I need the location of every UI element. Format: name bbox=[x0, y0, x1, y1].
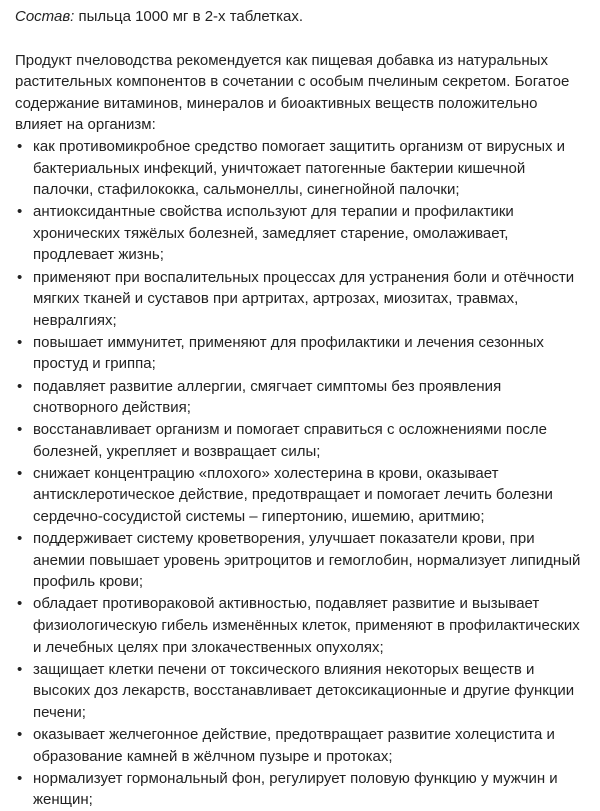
list-item-text: поддерживает систему кроветворения, улучшает показатели крови, при анемии повышает уровень эритроцитов и гемоглобин, нормализует липидный профиль крови; bbox=[33, 530, 581, 591]
bullet-icon: • bbox=[17, 268, 23, 286]
list-item bbox=[15, 419, 585, 462]
list-item bbox=[15, 267, 585, 332]
list-item bbox=[15, 136, 585, 201]
list-item bbox=[15, 463, 585, 528]
composition-line bbox=[15, 6, 585, 28]
intro-paragraph: Продукт пчеловодства рекомендуется как пищевая добавка из натуральных растительных компонентов в сочетании с особым пчелиным секретом. Богатое содержание витаминов, минералов и биоактивных веществ положительно влияет на организм: bbox=[15, 51, 570, 134]
list-item bbox=[15, 201, 585, 266]
composition-label: Состав: bbox=[15, 8, 75, 25]
list-item-text: применяют при воспалительных процессах для устранения боли и отёчности мягких тканей и суставов при артритах, артрозах, миозитах, травмах, невралгиях; bbox=[33, 268, 575, 329]
list-item-text: как противомикробное средство помогает защитить организм от вирусных и бактериальных инфекций, уничтожает патогенные бактерии кишечной палочки, стафилококка, сальмонеллы, синегнойной палочки; bbox=[33, 137, 566, 199]
list-item-text: антиоксидантные свойства используют для терапии и профилактики хронических тяжёлых болезней, замедляет старение, омолаживает, продлевает жизнь; bbox=[33, 203, 514, 264]
list-item-text: снижает концентрацию «плохого» холестерина в крови, оказывает антисклеротическое действие, предотвращает и помогает лечить болезни сердечно-сосудистой системы – гипертонию, ишемию, аритмию; bbox=[33, 464, 553, 526]
composition-text: пыльца 1000 мг в 2-х таблетках. bbox=[74, 8, 304, 25]
benefits-list bbox=[15, 136, 585, 811]
list-item bbox=[15, 659, 585, 724]
list-item-text: защищает клетки печени от токсического влияния некоторых веществ и высоких доз лекарств, восстанавливает детоксикационные и другие функции печени; bbox=[33, 660, 575, 721]
list-item-text: повышает иммунитет, применяют для профилактики и лечения сезонных простуд и гриппа; bbox=[33, 333, 544, 373]
bullet-icon: • bbox=[17, 464, 23, 482]
bullet-icon: • bbox=[17, 595, 23, 613]
bullet-icon: • bbox=[17, 137, 23, 155]
bullet-icon: • bbox=[17, 530, 23, 548]
bullet-icon: • bbox=[17, 726, 23, 743]
bullet-icon: • bbox=[17, 203, 23, 221]
list-item bbox=[15, 376, 585, 419]
list-item-text: нормализует гормональный фон, регулирует половую функцию у мужчин и женщин; bbox=[33, 769, 558, 809]
bullet-icon: • bbox=[17, 377, 23, 395]
list-item bbox=[15, 593, 585, 658]
bullet-icon: • bbox=[17, 333, 23, 351]
bullet-icon: • bbox=[17, 769, 23, 787]
list-item bbox=[15, 724, 585, 767]
list-item-text: подавляет развитие аллергии, смягчает симптомы без проявления снотворного действия; bbox=[33, 377, 502, 417]
list-item-text: обладает противораковой активностью, подавляет развитие и вызывает физиологическую гибель изменённых клеток, применяют в профилактических и лечебных целях при злокачественных опухолях; bbox=[33, 595, 580, 656]
bullet-icon: • bbox=[17, 421, 23, 439]
bullet-icon: • bbox=[17, 660, 23, 678]
list-item bbox=[15, 332, 585, 375]
list-item-text: восстанавливает организм и помогает справиться с осложнениями после болезней, укрепляет и возвращает силы; bbox=[33, 421, 547, 460]
list-item bbox=[15, 528, 585, 593]
list-item bbox=[15, 768, 585, 811]
list-item-text: оказывает желчегонное действие, предотвращает развитие холецистита и образование камней в жёлчном пузыре и протоках; bbox=[33, 726, 555, 765]
